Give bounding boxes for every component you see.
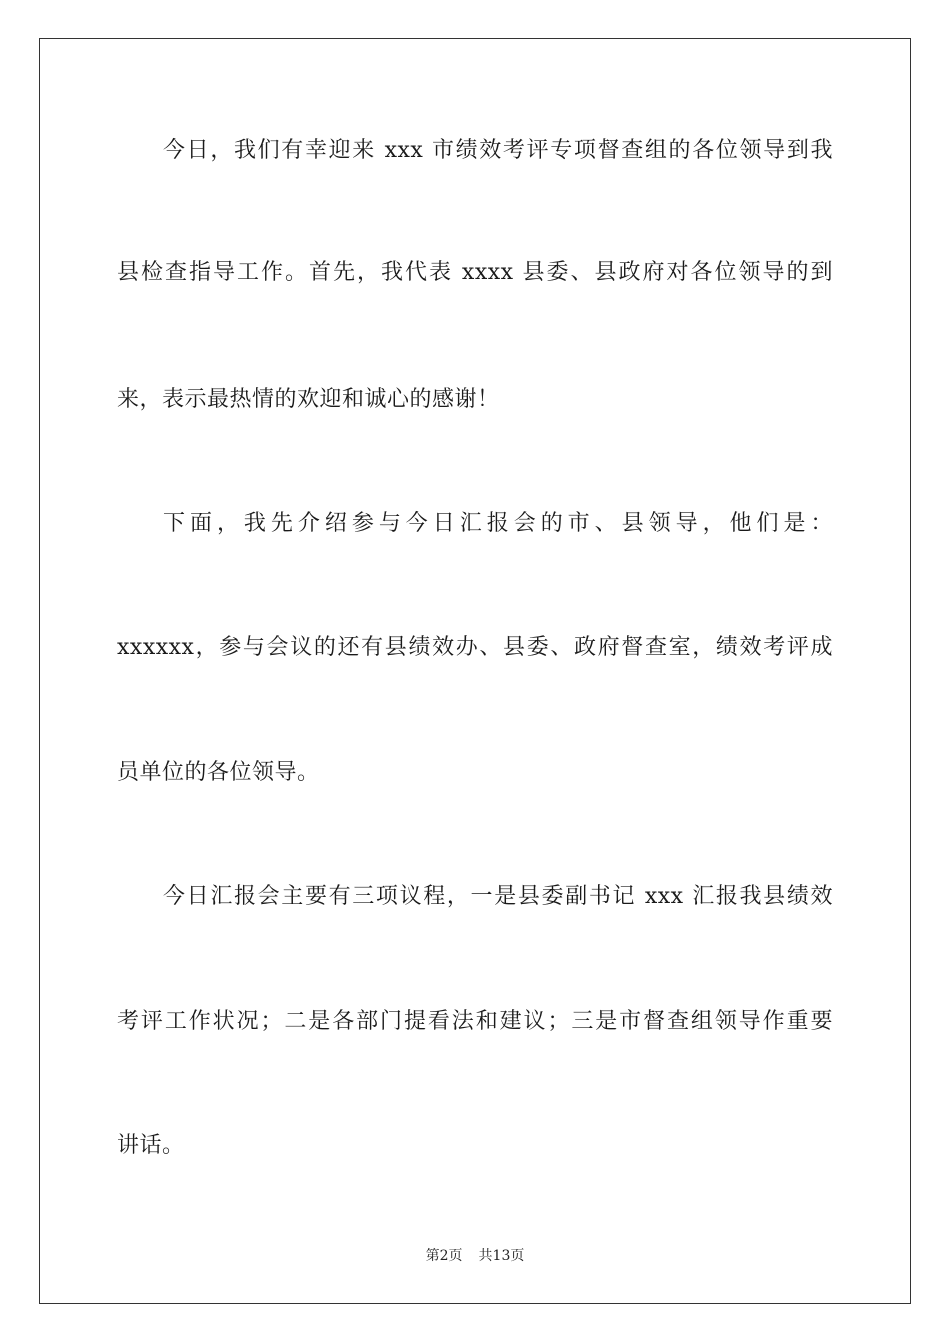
- paragraph-2-line-1: 下面，我先介绍参与今日汇报会的市、县领导，他们是：: [163, 511, 833, 536]
- paragraph-3-line-2: 考评工作状况；二是各部门提看法和建议；三是市督查组领导作重要: [117, 1009, 833, 1034]
- paragraph-3-line-3: 讲话。: [117, 1133, 185, 1158]
- paragraph-1-line-2: 县检查指导工作。首先，我代表 xxxx 县委、县政府对各位领导的到: [117, 260, 833, 285]
- paragraph-1-line-3: 来，表示最热情的欢迎和诚心的感谢！: [117, 387, 500, 412]
- page-border: [39, 38, 911, 1304]
- paragraph-2-line-3: 员单位的各位领导。: [117, 760, 320, 785]
- page-number: 第2页: [425, 1248, 463, 1264]
- page-total: 共13页: [478, 1248, 525, 1264]
- paragraph-2-line-2: xxxxxx，参与会议的还有县绩效办、县委、政府督查室，绩效考评成: [117, 635, 833, 660]
- page-footer: [0, 1246, 950, 1266]
- paragraph-3-line-1: 今日汇报会主要有三项议程，一是县委副书记 xxx 汇报我县绩效: [163, 884, 833, 909]
- paragraph-1-line-1: 今日，我们有幸迎来 xxx 市绩效考评专项督查组的各位领导到我: [163, 138, 833, 163]
